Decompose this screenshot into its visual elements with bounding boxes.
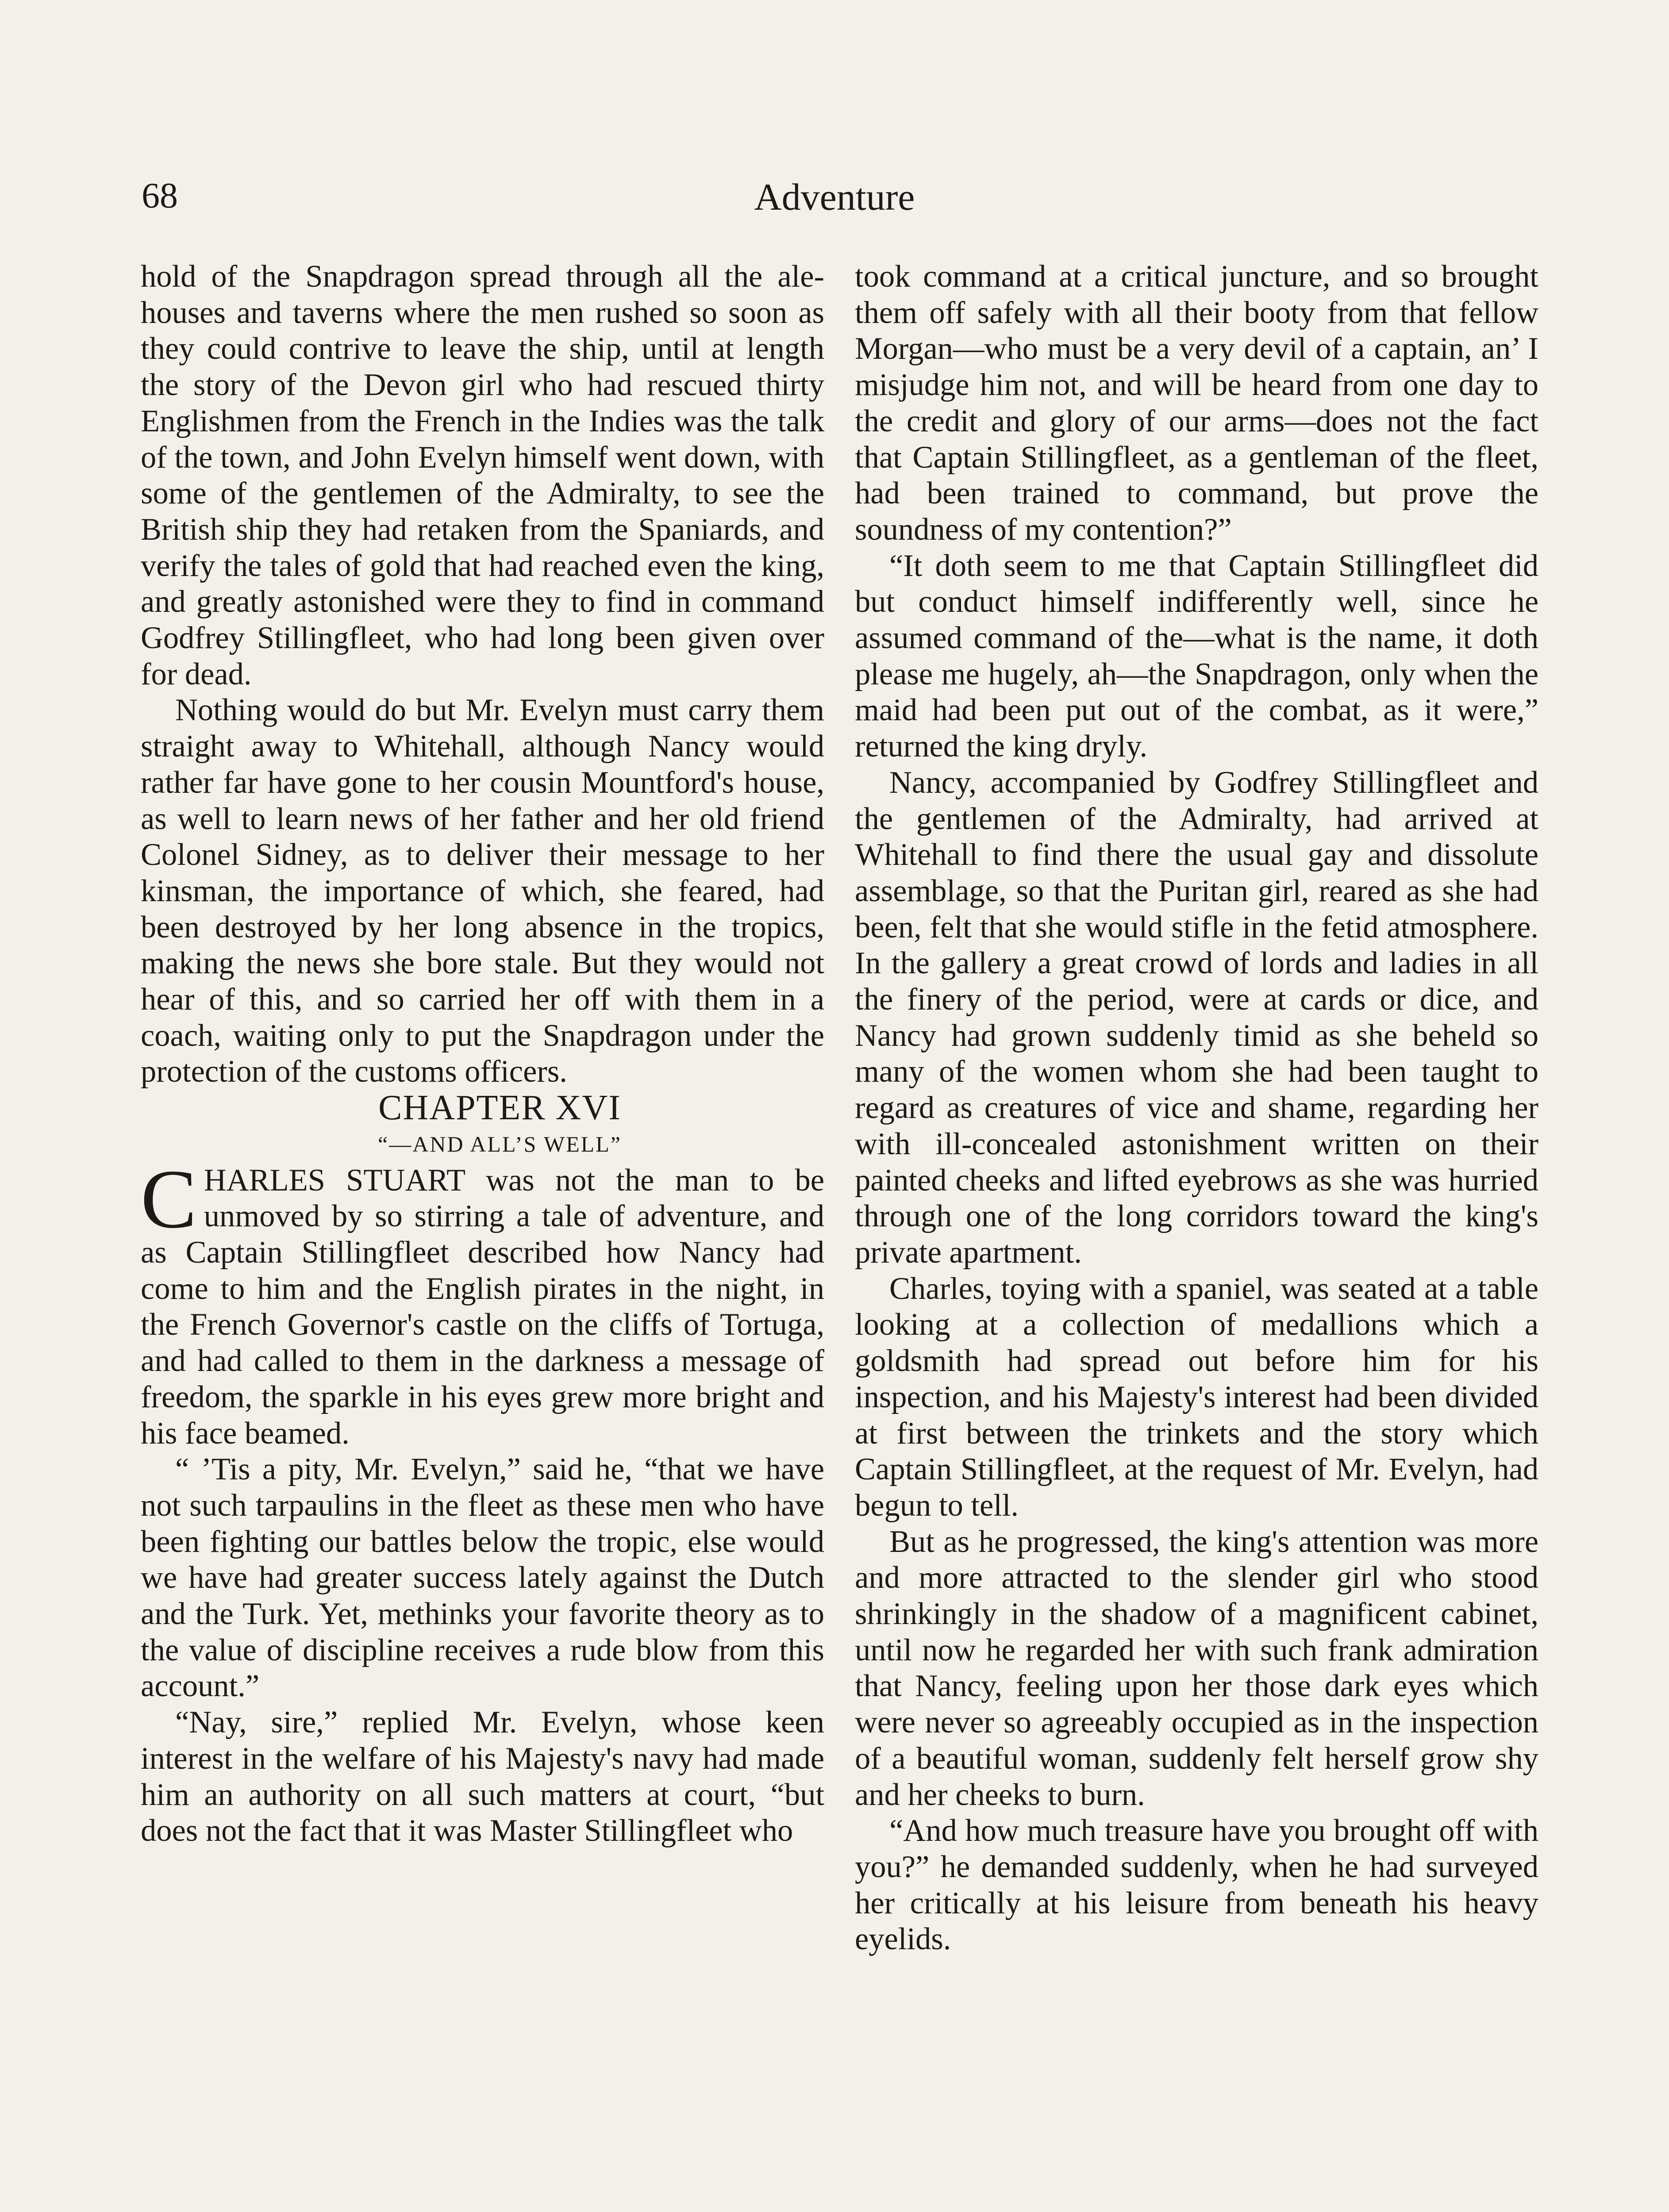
page-number: 68	[142, 175, 178, 215]
left-column	[141, 259, 824, 1849]
paragraph: But as he progressed, the king's attention was more and more attracted to the slender girl who stood shrinkingly in the shadow of a magnificent cabinet, until now he regarded her with such frank admiration that Nancy, feeling upon her those dark eyes which were never so agreeably occupied as in the inspection of a beautiful woman, suddenly felt herself grow shy and her cheeks to burn.	[855, 1524, 1538, 1812]
chapter-subtitle: “—AND ALL’S WELL”	[378, 1131, 622, 1156]
drop-cap: C	[141, 1152, 197, 1246]
paragraph: “ ’Tis a pity, Mr. Evelyn,” said he, “that we have not such tarpaulins in the fleet as these men who have been fighting our battles below the tropic, else would we have had greater success lately against the Dutch and the Turk. Yet, methinks your favorite theory as to the value of discipline receives a rude blow from this account.”	[141, 1452, 824, 1704]
chapter-opening-paragraph	[141, 1152, 824, 1452]
paragraph-text: HARLES STUART was not the man to be unmoved by so stirring a tale of adventure, and as Captain Stillingfleet described how Nancy had come to him and the English pirates in the night, in the French Governor's castle on the cliffs of Tortuga, and had called to them in the darkness a message of freedom, the sparkle in his eyes grew more bright and his face beamed.	[141, 1163, 824, 1451]
page-header	[142, 175, 1527, 232]
chapter-title: CHAPTER XVI	[378, 1088, 621, 1128]
right-column	[855, 259, 1538, 1958]
paragraph: Nothing would do but Mr. Evelyn must carry them straight away to Whitehall, although Nancy would rather far have gone to her cousin Mountford's house, as well to learn news of her father and her old friend Colonel Sidney, as to deliver their message to her kinsman, the importance of which, she feared, had been destroyed by her long absence in the tropics, making the news she bore stale. But they would not hear of this, and so carried her off with them in a coach, waiting only to put the Snapdragon under the protection of the customs officers.	[141, 693, 824, 1089]
paragraph: “And how much treasure have you brought off with you?” he demanded suddenly, when he had surveyed her critically at his leisure from beneath his heavy eyelids.	[855, 1813, 1538, 1957]
paragraph: Nancy, accompanied by Godfrey Stillingfleet and the gentlemen of the Admiralty, had arrived at Whitehall to find there the usual gay and dissolute assemblage, so that the Puritan girl, reared as she had been, felt that she would stifle in the fetid atmosphere. In the gallery a great crowd of lords and ladies in all the finery of the period, were at cards or dice, and Nancy had grown suddenly timid as she beheld so many of the women whom she had been taught to regard as creatures of vice and shame, regarding her with ill-concealed astonishment written on their painted cheeks and lifted eyebrows as she was hurried through one of the long corridors toward the king's private apartment.	[855, 765, 1538, 1270]
paragraph: hold of the Snapdragon spread through all the ale-houses and taverns where the men rushed so soon as they could contrive to leave the ship, until at length the story of the Devon girl who had rescued thirty Englishmen from the French in the Indies was the talk of the town, and John Evelyn himself went down, with some of the gentlemen of the Admiralty, to see the British ship they had retaken from the Spaniards, and verify the tales of gold that had reached even the king, and greatly astonished were they to find in command Godfrey Stillingfleet, who had long been given over for dead.	[141, 259, 824, 691]
running-title: Adventure	[754, 176, 915, 218]
paragraph: took command at a critical juncture, and so brought them off safely with all their booty from that fellow Morgan—who must be a very devil of a captain, an’ I misjudge him not, and will be heard from one day to the credit and glory of our arms—does not the fact that Captain Stillingfleet, as a gentleman of the fleet, had been trained to command, but prove the soundness of my contention?”	[855, 259, 1538, 547]
paragraph: “It doth seem to me that Captain Stillingfleet did but conduct himself indifferently well, since he assumed command of the—what is the name, it doth please me hugely, ah—the Snapdragon, only when the maid had been put out of the combat, as it were,” returned the king dryly.	[855, 548, 1538, 764]
paragraph: Charles, toying with a spaniel, was seated at a table looking at a collection of medallions which a goldsmith had spread out before him for his inspection, and his Majesty's interest had been divided at first between the trinkets and the story which Captain Stillingfleet, at the request of Mr. Evelyn, had begun to tell.	[855, 1271, 1538, 1523]
paragraph: “Nay, sire,” replied Mr. Evelyn, whose keen interest in the welfare of his Majesty's navy had made him an authority on all such matters at court, “but does not the fact that it was Master Stillingfleet who	[141, 1705, 824, 1848]
